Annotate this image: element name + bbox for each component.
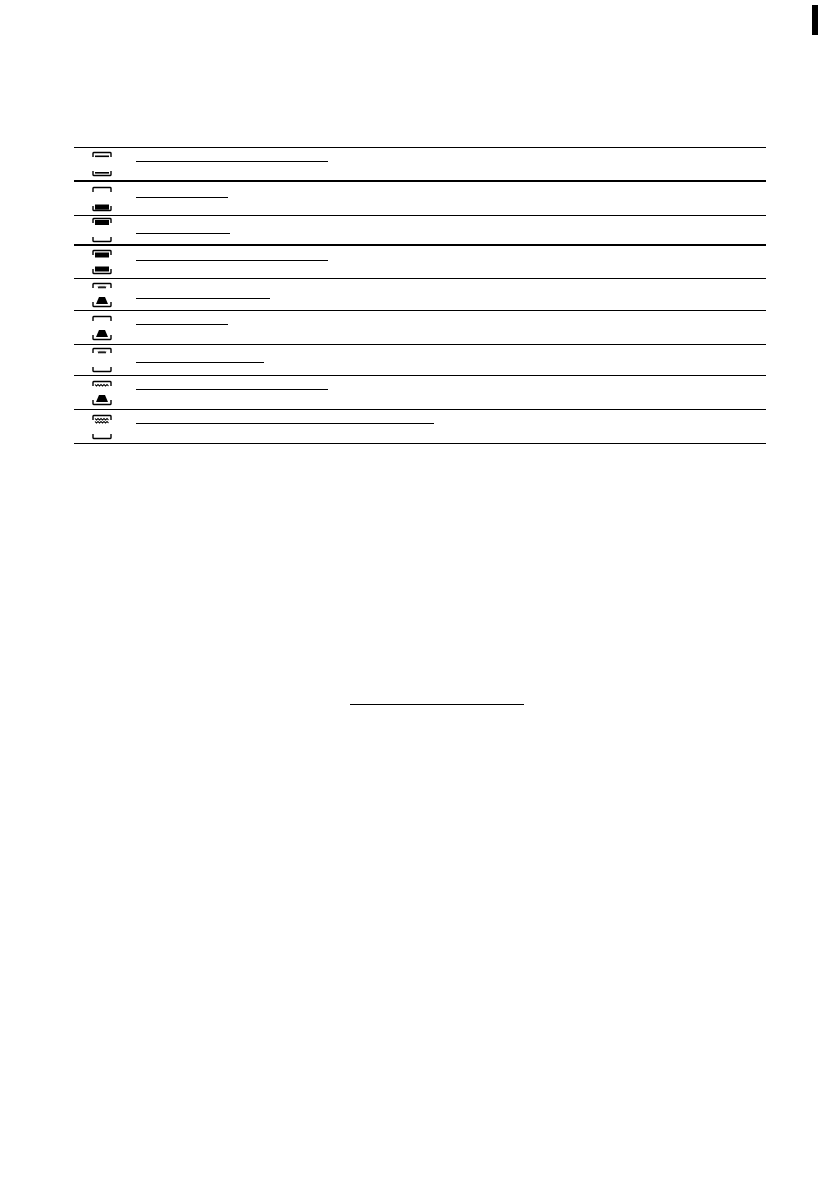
mode-row: [74, 410, 766, 444]
mode-row: [74, 182, 766, 216]
top-and-bottom-heat-icon: [90, 249, 114, 275]
top-and-bottom-heat-icon: [90, 151, 114, 177]
heating-mode-table: [74, 147, 766, 444]
mode-description: [136, 298, 270, 299]
top-heat-icon: [90, 217, 114, 243]
mode-description: [136, 389, 328, 390]
mode-row: [74, 345, 766, 376]
page-corner-mark: [812, 5, 818, 35]
grill-with-bottom-heat-icon: [90, 380, 114, 406]
mode-description: [136, 161, 328, 162]
full-grill-icon: [90, 414, 114, 440]
mode-description: [136, 423, 434, 424]
page-footer-line: [350, 704, 524, 705]
mode-row: [74, 311, 766, 345]
fan-with-bottom-heat-icon: [90, 315, 114, 341]
bottom-heat-icon: [90, 186, 114, 212]
grill-icon: [90, 347, 114, 373]
mode-row: [74, 246, 766, 279]
fan-with-bottom-heat-icon: [90, 282, 114, 308]
mode-row: [74, 148, 766, 182]
mode-description: [136, 233, 230, 234]
mode-row: [74, 216, 766, 246]
mode-row: [74, 376, 766, 410]
mode-description: [136, 197, 228, 198]
mode-description: [136, 324, 228, 325]
mode-description: [136, 260, 328, 261]
mode-row: [74, 279, 766, 311]
mode-description: [136, 362, 264, 363]
